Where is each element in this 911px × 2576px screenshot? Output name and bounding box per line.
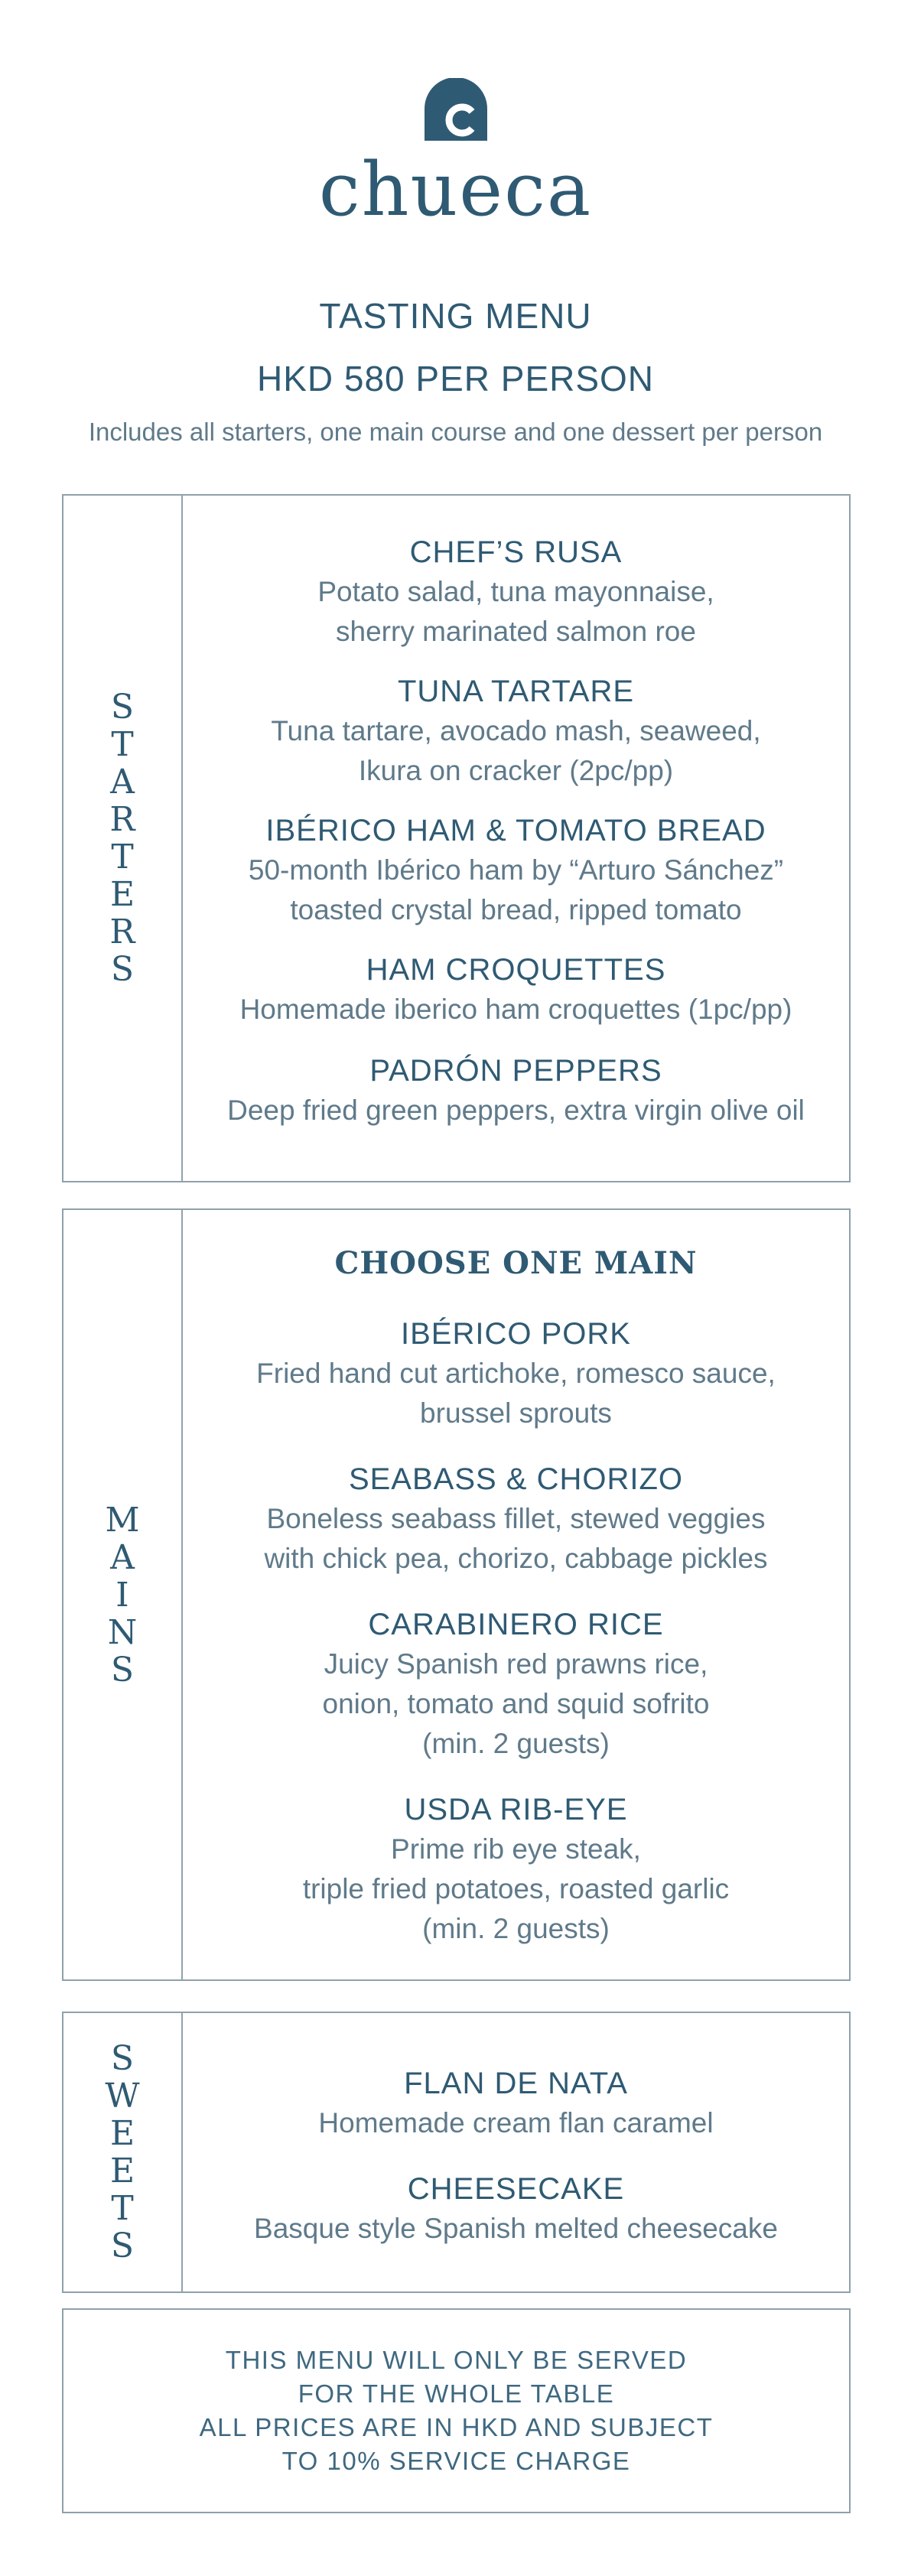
- menu-item: [183, 1790, 849, 1949]
- item-desc: sherry marinated salmon roe: [336, 616, 696, 647]
- menu-item: [183, 2169, 849, 2249]
- label-letter: A: [110, 763, 135, 802]
- label-letter: T: [111, 725, 134, 764]
- arch-c-logo-icon: [425, 78, 487, 141]
- menu-item: [183, 1051, 849, 1130]
- label-letter: N: [107, 1612, 138, 1652]
- notice-line: ALL PRICES ARE IN HKD AND SUBJECT: [199, 2413, 714, 2441]
- menu-price: HKD 580 PER PERSON: [256, 359, 655, 398]
- item-desc: Homemade iberico ham croquettes (1pc/pp): [239, 994, 792, 1025]
- menu-item: [183, 2064, 849, 2143]
- item-name: TUNA TARTARE: [397, 675, 635, 708]
- item-desc: Fried hand cut artichoke, romesco sauce,: [256, 1358, 776, 1389]
- menu-item: [183, 950, 849, 1029]
- item-desc: Deep fried green peppers, extra virgin olive oil: [227, 1094, 805, 1126]
- menu-includes: Includes all starters, one main course and one dessert per person: [88, 418, 823, 446]
- item-desc: Tuna tartare, avocado mash, seaweed,: [271, 715, 761, 746]
- item-desc: Prime rib eye steak,: [391, 1833, 641, 1865]
- notice-line: TO 10% SERVICE CHARGE: [281, 2447, 631, 2475]
- item-desc: (min. 2 guests): [422, 1728, 610, 1759]
- mains-content: [183, 1210, 849, 1979]
- item-name: IBÉRICO HAM & TOMATO BREAD: [265, 814, 766, 847]
- sweets-content: [183, 2013, 849, 2291]
- item-name: SEABASS & CHORIZO: [348, 1462, 684, 1496]
- label-letter: R: [109, 800, 135, 839]
- label-letter: W: [105, 2077, 140, 2116]
- label-letter: I: [116, 1575, 129, 1615]
- sweets-section: [62, 2012, 851, 2293]
- menu-item: [183, 1605, 849, 1764]
- brand-name: chueca: [318, 147, 593, 233]
- menu-item: [183, 1314, 849, 1433]
- notice-line: THIS MENU WILL ONLY BE SERVED: [225, 2346, 688, 2374]
- item-name: FLAN DE NATA: [404, 2067, 628, 2100]
- sweets-label: [63, 2013, 183, 2291]
- starters-section: [62, 494, 851, 1182]
- item-desc: with chick pea, chorizo, cabbage pickles: [264, 1543, 768, 1574]
- item-desc: Boneless seabass fillet, stewed veggies: [266, 1503, 766, 1534]
- item-desc: Ikura on cracker (2pc/pp): [358, 755, 674, 786]
- service-notice: [62, 2308, 851, 2513]
- item-name: CARABINERO RICE: [368, 1608, 664, 1641]
- mains-label: [63, 1210, 183, 1979]
- label-letter: S: [110, 950, 135, 989]
- item-name: USDA RIB-EYE: [404, 1793, 628, 1826]
- label-letter: A: [110, 1537, 135, 1577]
- label-letter: E: [109, 2114, 135, 2153]
- item-desc: 50-month Ibérico ham by “Arturo Sánchez”: [248, 854, 784, 886]
- notice-line: FOR THE WHOLE TABLE: [298, 2379, 615, 2408]
- label-letter: R: [109, 912, 135, 951]
- label-letter: M: [105, 1500, 140, 1540]
- menu-item: [183, 532, 849, 652]
- item-desc: onion, tomato and squid sofrito: [322, 1688, 710, 1719]
- item-name: CHEESECAKE: [407, 2172, 625, 2206]
- menu-item: [183, 1459, 849, 1579]
- menu-item: [183, 672, 849, 791]
- item-name: PADRÓN PEPPERS: [369, 1054, 662, 1088]
- label-letter: E: [109, 875, 135, 914]
- label-letter: S: [110, 2039, 135, 2078]
- label-letter: S: [110, 1650, 135, 1690]
- item-desc: Basque style Spanish melted cheesecake: [254, 2213, 778, 2244]
- item-desc: Homemade cream flan caramel: [318, 2107, 714, 2139]
- item-name: CHEF’S RUSA: [409, 535, 623, 569]
- item-name: HAM CROQUETTES: [366, 953, 666, 987]
- menu-title: TASTING MENU: [319, 296, 592, 336]
- menu-item: [183, 811, 849, 930]
- mains-section: [62, 1208, 851, 1981]
- label-letter: E: [109, 2152, 135, 2191]
- label-letter: S: [110, 688, 135, 727]
- item-desc: triple fried potatoes, roasted garlic: [302, 1873, 730, 1904]
- item-name: IBÉRICO PORK: [401, 1317, 631, 1351]
- label-letter: T: [111, 838, 134, 877]
- item-desc: Potato salad, tuna mayonnaise,: [317, 576, 714, 607]
- item-desc: Juicy Spanish red prawns rice,: [324, 1648, 708, 1680]
- starters-content: [183, 496, 849, 1181]
- starters-label: [63, 496, 183, 1181]
- item-desc: brussel sprouts: [420, 1397, 612, 1429]
- mains-heading: CHOOSE ONE MAIN: [334, 1245, 698, 1281]
- item-desc: (min. 2 guests): [422, 1913, 610, 1944]
- item-desc: toasted crystal bread, ripped tomato: [290, 894, 742, 925]
- label-letter: S: [110, 2226, 135, 2265]
- label-letter: T: [111, 2189, 134, 2228]
